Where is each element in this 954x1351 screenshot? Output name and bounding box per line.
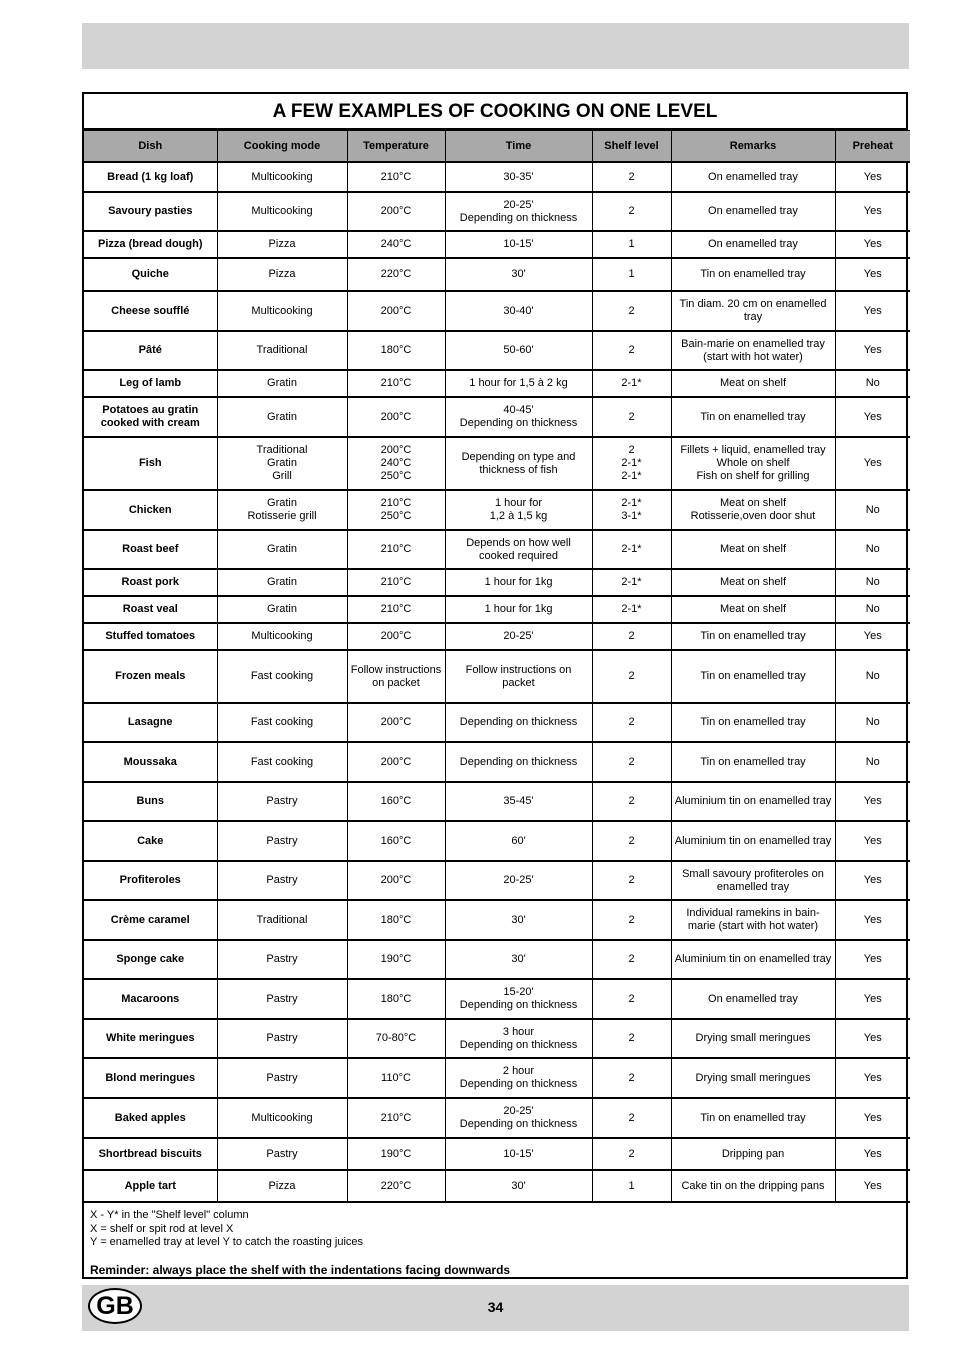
table-row (84, 596, 910, 623)
temperature-cell: 160°C (347, 821, 445, 861)
time-cell: 30-40' (445, 291, 592, 331)
time-cell: 30-35' (445, 162, 592, 192)
header-dish: Dish (84, 131, 217, 163)
shelf-level-cell: 2-1* (592, 596, 671, 623)
temperature-cell: 220°C (347, 258, 445, 291)
temperature-cell: Follow instructions on packet (347, 650, 445, 703)
table-row (84, 861, 910, 900)
shelf-level-cell: 2 (592, 1098, 671, 1138)
table-row (84, 490, 910, 530)
note-line: X = shelf or spit rod at level X (90, 1222, 234, 1235)
cooking-mode-cell: Fast cooking (217, 742, 347, 782)
cooking-mode-cell: Pastry (217, 979, 347, 1019)
dish-cell: Roast veal (84, 596, 217, 623)
table-row (84, 370, 910, 397)
dish-cell: Potatoes au gratin cooked with cream (84, 397, 217, 437)
table-row (84, 742, 910, 782)
shelf-level-cell: 2 (592, 979, 671, 1019)
preheat-cell: Yes (835, 623, 910, 650)
temperature-cell: 180°C (347, 979, 445, 1019)
dish-cell: Blond meringues (84, 1058, 217, 1098)
cooking-mode-cell: Traditional Gratin Grill (217, 437, 347, 490)
temperature-cell: 180°C (347, 331, 445, 370)
header-bar (82, 23, 909, 69)
header-shelf-level: Shelf level (592, 131, 671, 163)
temperature-cell: 210°C (347, 569, 445, 596)
time-cell: Depending on thickness (445, 703, 592, 742)
preheat-cell: No (835, 530, 910, 569)
table-row (84, 940, 910, 979)
preheat-cell: Yes (835, 1098, 910, 1138)
shelf-level-cell: 2 (592, 742, 671, 782)
preheat-cell: Yes (835, 861, 910, 900)
shelf-level-cell: 2 (592, 650, 671, 703)
temperature-cell: 180°C (347, 900, 445, 940)
note-line: Y = enamelled tray at level Y to catch the roasting juices (90, 1236, 364, 1248)
shelf-level-cell: 2 (592, 1138, 671, 1170)
dish-cell: Frozen meals (84, 650, 217, 703)
temperature-cell: 210°C (347, 596, 445, 623)
time-cell: 35-45' (445, 782, 592, 821)
shelf-level-cell: 2 (592, 192, 671, 231)
table-row (84, 530, 910, 569)
table-row (84, 650, 910, 703)
cooking-mode-cell: Gratin (217, 397, 347, 437)
temperature-cell: 210°C 250°C (347, 490, 445, 530)
reminder-text: Reminder: always place the shelf with the indentations facing downwards (90, 1262, 511, 1277)
header-temperature: Temperature (347, 131, 445, 163)
dish-cell: Moussaka (84, 742, 217, 782)
table-row (84, 703, 910, 742)
remarks-cell: Tin on enamelled tray (671, 1098, 835, 1138)
table-row (84, 623, 910, 650)
cooking-mode-cell: Pastry (217, 861, 347, 900)
shelf-level-cell: 1 (592, 231, 671, 258)
header-cooking-mode: Cooking mode (217, 131, 347, 163)
cooking-mode-cell: Gratin Rotisserie grill (217, 490, 347, 530)
remarks-cell: Tin on enamelled tray (671, 650, 835, 703)
preheat-cell: Yes (835, 1019, 910, 1058)
time-cell: 3 hour Depending on thickness (445, 1019, 592, 1058)
shelf-level-cell: 2 (592, 782, 671, 821)
preheat-cell: Yes (835, 231, 910, 258)
cooking-mode-cell: Multicooking (217, 192, 347, 231)
temperature-cell: 200°C (347, 192, 445, 231)
remarks-cell: On enamelled tray (671, 192, 835, 231)
remarks-cell: Meat on shelf (671, 370, 835, 397)
table-row (84, 1058, 910, 1098)
table-row (84, 437, 910, 490)
table-row (84, 1138, 910, 1170)
time-cell: 10-15' (445, 231, 592, 258)
dish-cell: White meringues (84, 1019, 217, 1058)
preheat-cell: Yes (835, 437, 910, 490)
cooking-mode-cell: Traditional (217, 331, 347, 370)
cooking-mode-cell: Pizza (217, 1170, 347, 1202)
dish-cell: Chicken (84, 490, 217, 530)
header-preheat: Preheat (835, 131, 910, 163)
dish-cell: Cheese soufflé (84, 291, 217, 331)
dish-cell: Quiche (84, 258, 217, 291)
dish-cell: Apple tart (84, 1170, 217, 1202)
time-cell: 30' (445, 1170, 592, 1202)
dish-cell: Bread (1 kg loaf) (84, 162, 217, 192)
dish-cell: Cake (84, 821, 217, 861)
table-row (84, 331, 910, 370)
dish-cell: Roast pork (84, 569, 217, 596)
shelf-level-cell: 2 (592, 162, 671, 192)
time-cell: 50-60' (445, 331, 592, 370)
table-row (84, 979, 910, 1019)
table-row (84, 821, 910, 861)
dish-cell: Fish (84, 437, 217, 490)
language-badge: GB (88, 1288, 142, 1324)
shelf-level-cell: 2 (592, 821, 671, 861)
table-row (84, 258, 910, 291)
dish-cell: Leg of lamb (84, 370, 217, 397)
time-cell: 30' (445, 258, 592, 291)
dish-cell: Pizza (bread dough) (84, 231, 217, 258)
remarks-cell: Fillets + liquid, enamelled tray Whole on shelf Fish on shelf for grilling (671, 437, 835, 490)
cooking-mode-cell: Fast cooking (217, 703, 347, 742)
preheat-cell: No (835, 490, 910, 530)
cooking-mode-cell: Multicooking (217, 1098, 347, 1138)
time-cell: 1 hour for 1kg (445, 569, 592, 596)
remarks-cell: Dripping pan (671, 1138, 835, 1170)
temperature-cell: 200°C (347, 291, 445, 331)
remarks-cell: Tin on enamelled tray (671, 258, 835, 291)
preheat-cell: Yes (835, 162, 910, 192)
shelf-level-notes (84, 1203, 906, 1250)
preheat-cell: Yes (835, 979, 910, 1019)
cooking-mode-cell: Pastry (217, 782, 347, 821)
dish-cell: Baked apples (84, 1098, 217, 1138)
temperature-cell: 210°C (347, 1098, 445, 1138)
shelf-level-cell: 2 2-1* 2-1* (592, 437, 671, 490)
remarks-cell: On enamelled tray (671, 979, 835, 1019)
shelf-level-cell: 2 (592, 703, 671, 742)
remarks-cell: On enamelled tray (671, 231, 835, 258)
cooking-mode-cell: Pizza (217, 231, 347, 258)
temperature-cell: 210°C (347, 530, 445, 569)
preheat-cell: No (835, 703, 910, 742)
temperature-cell: 200°C 240°C 250°C (347, 437, 445, 490)
shelf-level-cell: 1 (592, 1170, 671, 1202)
dish-cell: Stuffed tomatoes (84, 623, 217, 650)
table-row (84, 192, 910, 231)
remarks-cell: Individual ramekins in bain-marie (start with hot water) (671, 900, 835, 940)
time-cell: 60' (445, 821, 592, 861)
time-cell: 10-15' (445, 1138, 592, 1170)
preheat-cell: Yes (835, 821, 910, 861)
table-row (84, 162, 910, 192)
time-cell: 30' (445, 900, 592, 940)
table-row (84, 1098, 910, 1138)
remarks-cell: Bain-marie on enamelled tray (start with hot water) (671, 331, 835, 370)
dish-cell: Roast beef (84, 530, 217, 569)
temperature-cell: 70-80°C (347, 1019, 445, 1058)
shelf-level-cell: 2 (592, 1058, 671, 1098)
temperature-cell: 200°C (347, 623, 445, 650)
temperature-cell: 190°C (347, 940, 445, 979)
cooking-mode-cell: Multicooking (217, 623, 347, 650)
table-row (84, 569, 910, 596)
remarks-cell: Meat on shelf (671, 596, 835, 623)
preheat-cell: No (835, 569, 910, 596)
time-cell: Follow instructions on packet (445, 650, 592, 703)
time-cell: Depending on type and thickness of fish (445, 437, 592, 490)
remarks-cell: Aluminium tin on enamelled tray (671, 782, 835, 821)
table-row (84, 1019, 910, 1058)
preheat-cell: Yes (835, 291, 910, 331)
time-cell: 15-20' Depending on thickness (445, 979, 592, 1019)
preheat-cell: Yes (835, 940, 910, 979)
dish-cell: Lasagne (84, 703, 217, 742)
preheat-cell: Yes (835, 1170, 910, 1202)
cooking-mode-cell: Pastry (217, 940, 347, 979)
shelf-level-cell: 2-1* 3-1* (592, 490, 671, 530)
time-cell: 20-25' (445, 861, 592, 900)
remarks-cell: Tin on enamelled tray (671, 703, 835, 742)
shelf-level-cell: 2 (592, 900, 671, 940)
preheat-cell: No (835, 596, 910, 623)
time-cell: Depending on thickness (445, 742, 592, 782)
shelf-level-cell: 2-1* (592, 370, 671, 397)
footer-bar (82, 1285, 909, 1331)
time-cell: 30' (445, 940, 592, 979)
remarks-cell: Tin on enamelled tray (671, 742, 835, 782)
dish-cell: Profiteroles (84, 861, 217, 900)
cooking-table-frame (82, 92, 908, 1279)
cooking-mode-cell: Gratin (217, 569, 347, 596)
preheat-cell: Yes (835, 1058, 910, 1098)
remarks-cell: Tin diam. 20 cm on enamelled tray (671, 291, 835, 331)
preheat-cell: Yes (835, 397, 910, 437)
time-cell: 20-25' Depending on thickness (445, 1098, 592, 1138)
table-row (84, 231, 910, 258)
table-row (84, 397, 910, 437)
shelf-level-cell: 2 (592, 291, 671, 331)
remarks-cell: Tin on enamelled tray (671, 623, 835, 650)
page-number: 34 (487, 1299, 504, 1315)
dish-cell: Pâté (84, 331, 217, 370)
cooking-mode-cell: Pastry (217, 1138, 347, 1170)
cooking-mode-cell: Fast cooking (217, 650, 347, 703)
preheat-cell: Yes (835, 1138, 910, 1170)
cooking-mode-cell: Multicooking (217, 291, 347, 331)
header-remarks: Remarks (671, 131, 835, 163)
shelf-level-cell: 2 (592, 940, 671, 979)
shelf-level-cell: 2-1* (592, 569, 671, 596)
time-cell: 1 hour for 1kg (445, 596, 592, 623)
cooking-mode-cell: Pastry (217, 1019, 347, 1058)
temperature-cell: 240°C (347, 231, 445, 258)
cooking-mode-cell: Gratin (217, 370, 347, 397)
shelf-level-cell: 2 (592, 1019, 671, 1058)
time-cell: Depends on how well cooked required (445, 530, 592, 569)
temperature-cell: 190°C (347, 1138, 445, 1170)
dish-cell: Crème caramel (84, 900, 217, 940)
cooking-mode-cell: Pastry (217, 821, 347, 861)
shelf-level-cell: 2 (592, 623, 671, 650)
remarks-cell: Aluminium tin on enamelled tray (671, 940, 835, 979)
table-row (84, 291, 910, 331)
time-cell: 1 hour for 1,5 à 2 kg (445, 370, 592, 397)
preheat-cell: No (835, 370, 910, 397)
shelf-level-cell: 2 (592, 397, 671, 437)
remarks-cell: Cake tin on the dripping pans (671, 1170, 835, 1202)
cooking-mode-cell: Pizza (217, 258, 347, 291)
time-cell: 20-25' (445, 623, 592, 650)
remarks-cell: On enamelled tray (671, 162, 835, 192)
temperature-cell: 210°C (347, 162, 445, 192)
remarks-cell: Tin on enamelled tray (671, 397, 835, 437)
preheat-cell: Yes (835, 900, 910, 940)
shelf-level-cell: 1 (592, 258, 671, 291)
temperature-cell: 200°C (347, 703, 445, 742)
preheat-cell: Yes (835, 258, 910, 291)
cooking-mode-cell: Gratin (217, 530, 347, 569)
time-cell: 2 hour Depending on thickness (445, 1058, 592, 1098)
remarks-cell: Meat on shelf (671, 569, 835, 596)
dish-cell: Macaroons (84, 979, 217, 1019)
remarks-cell: Small savoury profiteroles on enamelled tray (671, 861, 835, 900)
temperature-cell: 200°C (347, 397, 445, 437)
temperature-cell: 160°C (347, 782, 445, 821)
temperature-cell: 210°C (347, 370, 445, 397)
cooking-mode-cell: Gratin (217, 596, 347, 623)
time-cell: 20-25' Depending on thickness (445, 192, 592, 231)
preheat-cell: Yes (835, 192, 910, 231)
header-time: Time (445, 131, 592, 163)
cooking-mode-cell: Pastry (217, 1058, 347, 1098)
remarks-cell: Meat on shelf Rotisserie,oven door shut (671, 490, 835, 530)
time-cell: 40-45' Depending on thickness (445, 397, 592, 437)
table-row (84, 1170, 910, 1202)
cooking-mode-cell: Traditional (217, 900, 347, 940)
temperature-cell: 110°C (347, 1058, 445, 1098)
table-row (84, 900, 910, 940)
temperature-cell: 220°C (347, 1170, 445, 1202)
cooking-mode-cell: Multicooking (217, 162, 347, 192)
table-title: A FEW EXAMPLES OF COOKING ON ONE LEVEL (84, 94, 906, 130)
dish-cell: Sponge cake (84, 940, 217, 979)
cooking-table (84, 130, 910, 1203)
shelf-level-cell: 2 (592, 861, 671, 900)
temperature-cell: 200°C (347, 742, 445, 782)
preheat-cell: No (835, 742, 910, 782)
preheat-cell: Yes (835, 331, 910, 370)
time-cell: 1 hour for 1,2 à 1,5 kg (445, 490, 592, 530)
remarks-cell: Drying small meringues (671, 1058, 835, 1098)
table-row (84, 782, 910, 821)
dish-cell: Shortbread biscuits (84, 1138, 217, 1170)
dish-cell: Buns (84, 782, 217, 821)
preheat-cell: No (835, 650, 910, 703)
shelf-level-cell: 2-1* (592, 530, 671, 569)
table-header-row (84, 131, 910, 163)
remarks-cell: Meat on shelf (671, 530, 835, 569)
note-line: X - Y* in the "Shelf level" column (90, 1209, 249, 1221)
remarks-cell: Aluminium tin on enamelled tray (671, 821, 835, 861)
preheat-cell: Yes (835, 782, 910, 821)
dish-cell: Savoury pasties (84, 192, 217, 231)
temperature-cell: 200°C (347, 861, 445, 900)
shelf-level-cell: 2 (592, 331, 671, 370)
remarks-cell: Drying small meringues (671, 1019, 835, 1058)
